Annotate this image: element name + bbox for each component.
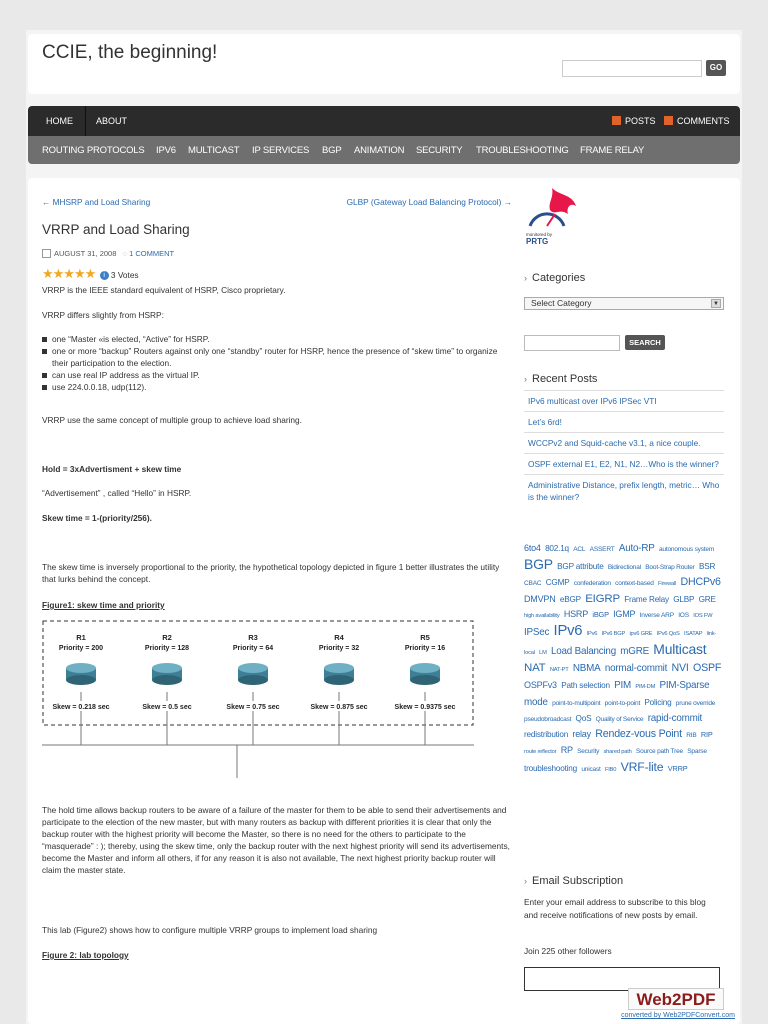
category-nav <box>28 136 740 164</box>
followers-count: Join 225 other followers <box>524 946 612 956</box>
figure1-caption: Figure1: skew time and priority <box>42 600 165 610</box>
category-select[interactable]: Select Category ▼ <box>524 297 724 310</box>
tag-link[interactable]: VRF-lite <box>620 760 664 774</box>
rss-icon <box>612 116 621 125</box>
nav-ipv6[interactable]: IPV6 <box>156 145 176 156</box>
tag-link[interactable]: GRE <box>698 595 716 604</box>
post-title: VRRP and Load Sharing <box>42 222 190 237</box>
sidebar-search-input[interactable] <box>524 335 620 351</box>
site-title[interactable]: CCIE, the beginning! <box>42 42 218 63</box>
nav-posts-feed[interactable]: POSTS <box>612 116 656 126</box>
tag-link[interactable]: VRRP <box>667 764 688 773</box>
tag-link[interactable]: Load Balancing <box>551 646 616 657</box>
router-base <box>152 675 182 685</box>
router-priority: Priority = 32 <box>318 645 360 652</box>
router-skew: Skew = 0.75 sec <box>226 704 280 711</box>
post-paragraph: This lab (Figure2) shows how to configure multiple VRRP groups to implement load sharing <box>42 925 378 935</box>
tag-link[interactable]: IGMP <box>613 609 636 619</box>
router-icon <box>238 663 268 673</box>
post-paragraph: VRRP use the same concept of multiple group to achieve load sharing. <box>42 415 302 425</box>
comment-icon: ◌ <box>122 249 127 258</box>
tag-link[interactable]: normal-commit <box>604 663 668 674</box>
figure2-caption: Figure 2: lab topology <box>42 950 129 960</box>
tag-link[interactable]: NAT-PT <box>549 667 569 673</box>
prtg-badge[interactable] <box>524 186 580 244</box>
tag-link[interactable]: FIB0 <box>604 767 617 773</box>
web2pdf-logo: Web2PDF <box>628 988 724 1010</box>
tag-link[interactable]: ISATAP <box>684 631 703 637</box>
chevron-down-icon: ▼ <box>711 299 721 308</box>
post-paragraph: The skew time is inversely proportional to the priority, the hypothetical topology depicted in figure 1 better illustrates the utility that lurks behind the concept. <box>42 562 500 584</box>
advert-note: “Advertisement” , called “Hello” in HSRP. <box>42 488 192 498</box>
tag-link[interactable]: 802.1q <box>545 544 569 553</box>
tag-link[interactable]: IPv6 <box>586 631 598 637</box>
tag-link[interactable]: Policing <box>644 698 672 707</box>
tag-link[interactable]: ASSERT <box>589 546 615 553</box>
differences-list <box>42 333 512 393</box>
router-icon <box>66 663 96 673</box>
nav-ip-services[interactable]: IP SERVICES <box>252 145 310 156</box>
email-description: Enter your email address to subscribe to this blog and receive notifications of new posts by email. <box>524 897 706 920</box>
router-base <box>410 675 440 685</box>
tag-link[interactable]: redistribution <box>524 730 569 739</box>
tag-link[interactable]: PIM <box>614 680 632 691</box>
tag-link[interactable]: unicast <box>581 766 601 773</box>
router-icon <box>152 663 182 673</box>
tag-link[interactable]: ACL <box>573 546 586 553</box>
recent-post-link[interactable]: Let’s 6rd! <box>524 411 724 432</box>
recent-posts-list <box>524 390 724 507</box>
list-item: can use real IP address as the virtual IP. <box>42 369 512 381</box>
comments-link[interactable]: 1 COMMENT <box>129 249 175 258</box>
tag-link[interactable]: DMVPN <box>524 594 556 604</box>
tag-cloud <box>524 541 724 778</box>
recent-posts-title: › Recent Posts <box>524 373 597 385</box>
post-date: AUGUST 31, 2008 <box>54 249 117 258</box>
rss-icon <box>664 116 673 125</box>
router-name: R4 <box>334 633 344 642</box>
router-icon <box>324 663 354 673</box>
tag-link[interactable]: relay <box>572 729 591 739</box>
rating-stars[interactable]: ★★★★★ <box>42 266 96 281</box>
tag-link[interactable]: eBGP <box>559 595 581 604</box>
tag-link[interactable]: high availability <box>524 613 560 619</box>
nav-bgp[interactable]: BGP <box>322 145 342 156</box>
tag-link[interactable]: rapid-commit <box>647 713 703 724</box>
primary-nav <box>28 106 740 136</box>
routers-group <box>51 633 456 745</box>
router-base <box>238 675 268 685</box>
prtg-logo: PRTG <box>526 237 549 246</box>
tag-link[interactable]: ipv6 GRE <box>629 631 653 637</box>
nav-multicast[interactable]: MULTICAST <box>188 145 240 156</box>
tag-link[interactable]: Multicast <box>653 641 707 657</box>
router-name: R5 <box>420 633 430 642</box>
search-button[interactable]: SEARCH <box>625 335 665 350</box>
calendar-icon <box>42 249 51 258</box>
tag-link[interactable]: Frame Relay <box>624 595 669 604</box>
tag-link[interactable]: IOS <box>678 612 689 619</box>
tag-link[interactable]: IPSec <box>524 627 550 638</box>
rating <box>42 268 512 281</box>
tag-link[interactable]: DHCPv6 <box>680 576 721 588</box>
tag-link[interactable]: mGRE <box>620 646 649 657</box>
tag-link[interactable]: NVI <box>671 662 689 674</box>
tag-link[interactable]: Path selection <box>561 681 610 690</box>
router-skew: Skew = 0.218 sec <box>52 704 110 711</box>
tag-link[interactable]: troubleshooting <box>524 764 577 773</box>
tag-link[interactable]: OSPFv3 <box>524 680 557 690</box>
tag-link[interactable]: Security <box>577 748 600 755</box>
next-post-link[interactable]: GLBP (Gateway Load Balancing Protocol) → <box>346 197 512 207</box>
tag-link[interactable]: Firewall <box>658 581 677 587</box>
tag-link[interactable]: 6to4 <box>524 543 541 553</box>
nav-home[interactable]: HOME <box>46 116 73 126</box>
tag-link[interactable]: link-local <box>524 631 717 656</box>
tag-link[interactable]: IPv6 BGP <box>601 631 626 637</box>
list-item: use 224.0.0.18, udp(112). <box>42 381 512 393</box>
tag-link[interactable]: iBGP <box>592 610 609 619</box>
tag-link[interactable]: GLBP <box>673 595 695 604</box>
main-content <box>28 178 740 1024</box>
email-subscription-title: › Email Subscription <box>524 875 623 887</box>
tag-link[interactable]: HSRP <box>563 609 589 619</box>
nav-about[interactable]: ABOUT <box>96 116 128 126</box>
tag-link[interactable]: QoS <box>575 714 592 723</box>
recent-post-link[interactable]: Administrative Distance, prefix length, metric… Who is the winner? <box>524 474 724 507</box>
list-item: one “Master «is elected, “Active” for HSRP. <box>42 333 512 345</box>
search-input[interactable] <box>562 60 702 77</box>
router-priority: Priority = 64 <box>232 645 274 652</box>
tag-link[interactable]: RIB <box>686 732 697 739</box>
list-item: one or more “backup” Routers against only one “standby” router for HSRP, hence the presence of “skew time” to organize their participation to the election. <box>42 345 512 369</box>
info-icon: i <box>100 271 109 280</box>
nav-animation[interactable]: ANIMATION <box>354 145 405 156</box>
tag-link[interactable]: context-based <box>615 580 654 587</box>
tag-link[interactable]: PIM-DM <box>635 684 656 690</box>
prtg-sub: monitored by <box>526 232 553 237</box>
tag-link[interactable]: Source path Tree <box>635 748 683 755</box>
router-skew: Skew = 0.9375 sec <box>394 704 456 711</box>
tag-link[interactable]: route reflector <box>524 749 557 755</box>
tag-link[interactable]: RIP <box>700 730 713 739</box>
categories-title: › Categories <box>524 272 585 284</box>
tag-link[interactable]: IPv6 QoS <box>656 631 680 637</box>
router-icon <box>410 663 440 673</box>
tag-link[interactable]: Rendez-vous Point <box>595 728 682 740</box>
tag-link[interactable]: Boot-Strap Router <box>645 564 695 571</box>
tag-link[interactable]: EIGRP <box>585 593 620 605</box>
tag-link[interactable]: Sparse <box>687 748 707 755</box>
tag-link[interactable]: CBAC <box>524 580 542 587</box>
tag-link[interactable]: RP <box>560 745 573 755</box>
nav-security[interactable]: SECURITY <box>416 145 463 156</box>
tag-link[interactable]: IOS FW <box>693 613 713 619</box>
tag-link[interactable]: shared path <box>603 749 632 755</box>
tag-link[interactable]: autonomous system <box>658 546 715 553</box>
recent-post-link[interactable]: WCCPv2 and Squid-cache v3.1, a nice couple. <box>524 432 724 453</box>
web2pdf-link[interactable]: converted by Web2PDFConvert.com <box>621 1012 735 1019</box>
figure1-diagram <box>42 620 474 788</box>
recent-post-link[interactable]: OSPF external E1, E2, N1, N2…Who is the winner? <box>524 453 724 474</box>
nav-frame-relay[interactable]: FRAME RELAY <box>580 145 645 156</box>
router-priority: Priority = 16 <box>404 645 446 652</box>
nav-routing-protocols[interactable]: ROUTING PROTOCOLS <box>42 145 145 156</box>
nav-divider <box>85 106 86 136</box>
tag-link[interactable]: Auto-RP <box>618 543 655 554</box>
skew-formula: Skew time = 1-(priority/256). <box>42 513 152 523</box>
post-meta <box>42 248 512 260</box>
tag-link[interactable]: pseudobroadcast <box>524 716 572 723</box>
nav-troubleshooting[interactable]: TROUBLESHOOTING <box>476 145 569 156</box>
post-paragraph: VRRP is the IEEE standard equivalent of HSRP, Cisco proprietary. <box>42 285 286 295</box>
go-button[interactable]: GO <box>706 60 726 76</box>
tag-link[interactable]: IPv6 <box>553 623 583 639</box>
tag-link[interactable]: point-to-point <box>604 700 641 707</box>
tag-link[interactable]: BGP attribute <box>557 562 604 571</box>
router-priority: Priority = 200 <box>58 645 104 652</box>
router-priority: Priority = 128 <box>144 645 190 652</box>
tag-link[interactable]: LM <box>539 650 547 656</box>
site-header <box>28 34 740 94</box>
tag-link[interactable]: BSR <box>698 562 716 571</box>
votes-count: 3 Votes <box>110 270 139 280</box>
tag-link[interactable]: prune override <box>675 700 716 707</box>
hold-formula: Hold = 3xAdvertisment + skew time <box>42 464 182 474</box>
router-name: R2 <box>162 633 172 642</box>
router-skew: Skew = 0.875 sec <box>310 704 368 711</box>
router-name: R1 <box>76 633 86 642</box>
recent-post-link[interactable]: IPv6 multicast over IPv6 IPSec VTI <box>524 390 724 411</box>
post-paragraph: The hold time allows backup routers to be aware of a failure of the master for them to be able to send their advertisements and participate to the election of the new master, but with many routers as backup with different priorities it is clear that only the backup router with the highest priority will become the Master, so there is no need for the others to participate to the “masquerade” : ); thereby, using the skew time, only the backup router with the next highest priority will send its advertisements, become the Master and inform all others, if for any reason it is also not available, The next highest priority backup router will claim the master state. <box>42 805 510 875</box>
web2pdf-badge[interactable] <box>598 988 758 1022</box>
router-base <box>66 675 96 685</box>
tag-link[interactable]: BGP <box>524 556 553 572</box>
tag-link[interactable]: point-to-multipoint <box>552 700 601 707</box>
tag-link[interactable]: NBMA <box>572 663 601 674</box>
tag-link[interactable]: Quality of Service <box>595 716 644 723</box>
prev-post-link[interactable]: ← MHSRP and Load Sharing <box>42 197 151 207</box>
tag-link[interactable]: NAT <box>524 662 546 674</box>
nav-comments-feed[interactable]: COMMENTS <box>664 116 730 126</box>
tag-link[interactable]: Bidirectional <box>607 564 641 571</box>
tag-link[interactable]: OSPF <box>693 662 722 674</box>
tag-link[interactable]: Inverse ARP <box>639 612 674 619</box>
router-name: R3 <box>248 633 258 642</box>
tag-link[interactable]: CGMP <box>545 578 570 587</box>
router-skew: Skew = 0.5 sec <box>142 704 192 711</box>
router-base <box>324 675 354 685</box>
tag-link[interactable]: confederation <box>573 580 611 587</box>
post-paragraph: VRRP differs slightly from HSRP: <box>42 310 164 320</box>
tag-link[interactable]: PIM-Sparse mode <box>524 680 710 708</box>
